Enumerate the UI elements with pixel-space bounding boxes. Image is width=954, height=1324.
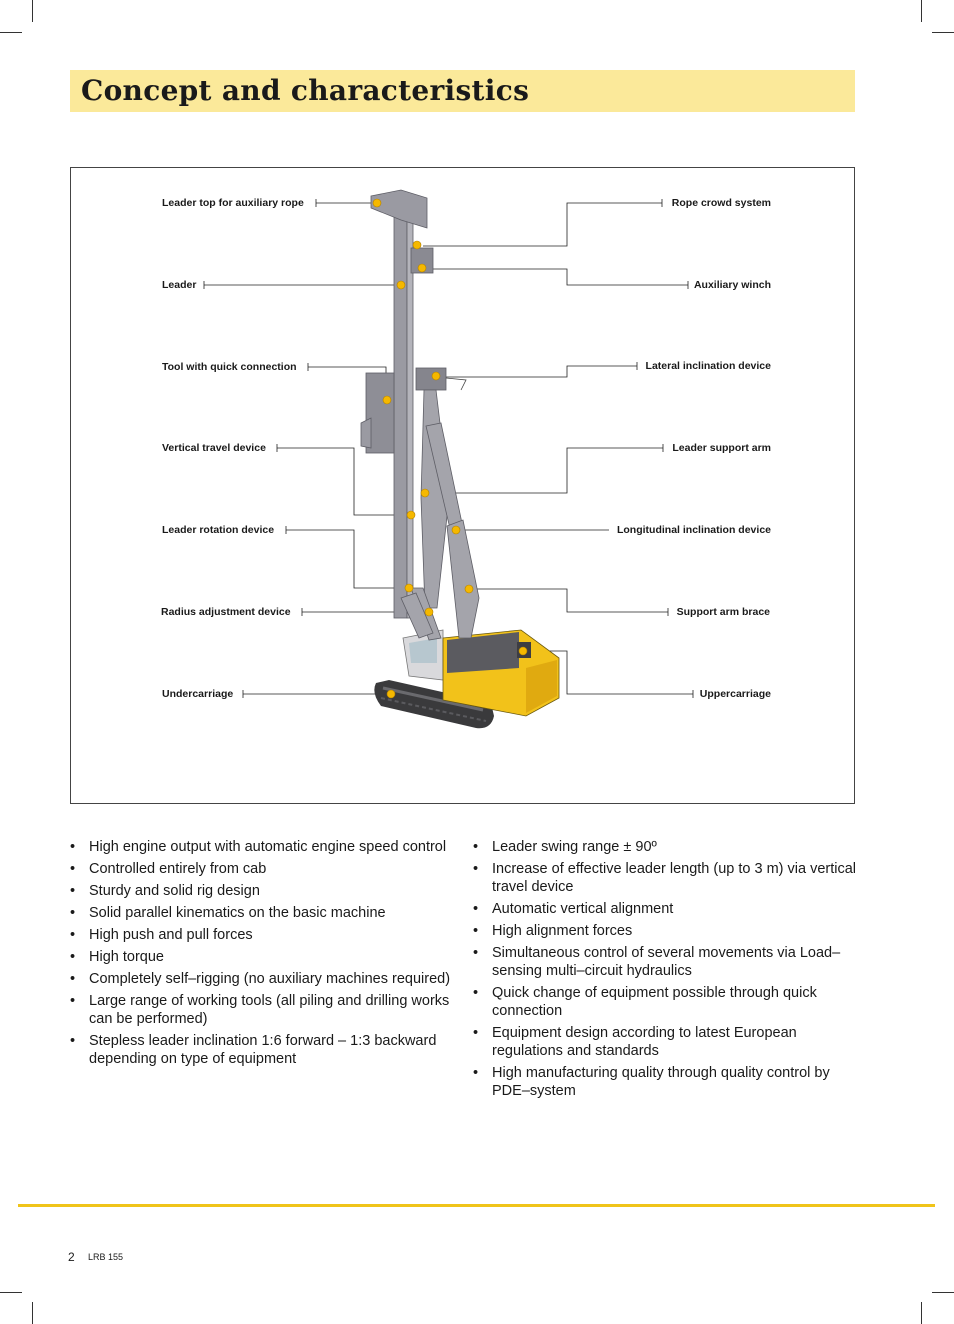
label-rope-crowd-system: Rope crowd system: [671, 197, 771, 209]
label-support-arm-brace: Support arm brace: [676, 606, 770, 618]
label-leader-top: Leader top for auxiliary rope: [162, 197, 304, 209]
title-bar: [70, 70, 855, 112]
label-leader: Leader: [162, 279, 197, 291]
crop-mark: [0, 32, 22, 33]
machine-diagram: [70, 167, 855, 804]
label-radius-adjustment-device: Radius adjustment device: [161, 606, 291, 618]
list-item: • High torque: [70, 948, 455, 966]
label-vertical-travel-device: Vertical travel device: [162, 442, 266, 454]
page-number: 2: [68, 1250, 75, 1264]
list-item: • Simultaneous control of several movements via Load–sensing multi–circuit hydraulics: [473, 944, 858, 980]
list-item: • Solid parallel kinematics on the basic machine: [70, 904, 455, 922]
list-item: • Equipment design according to latest European regulations and standards: [473, 1024, 858, 1060]
list-item: • High engine output with automatic engine speed control: [70, 838, 455, 856]
label-leader-support-arm: Leader support arm: [672, 442, 771, 454]
label-longitudinal-inclination-device: Longitudinal inclination device: [616, 524, 771, 536]
page-title: Concept and characteristics: [81, 74, 530, 107]
list-item: • Increase of effective leader length (up to 3 m) via vertical travel device: [473, 860, 858, 896]
list-item: • High alignment forces: [473, 922, 858, 940]
label-lateral-inclination-device: Lateral inclination device: [645, 360, 771, 372]
crop-mark: [921, 0, 922, 22]
list-item: • Leader swing range ± 90º: [473, 838, 858, 856]
list-item: • Completely self–rigging (no auxiliary machines required): [70, 970, 455, 988]
machine-illustration: [71, 168, 854, 803]
label-leader-rotation-device: Leader rotation device: [162, 524, 275, 536]
document-name: LRB 155: [88, 1252, 124, 1262]
list-item: • Quick change of equipment possible through quick connection: [473, 984, 858, 1020]
list-item: • Controlled entirely from cab: [70, 860, 455, 878]
crop-mark: [0, 1292, 22, 1293]
list-item: • Automatic vertical alignment: [473, 900, 858, 918]
list-item: • Sturdy and solid rig design: [70, 882, 455, 900]
crop-mark: [32, 0, 33, 22]
crop-mark: [932, 1292, 954, 1293]
crop-mark: [932, 32, 954, 33]
crop-mark: [921, 1302, 922, 1324]
list-item: • High manufacturing quality through quality control by PDE–system: [473, 1064, 858, 1100]
label-tool-quick-connection: Tool with quick connection: [162, 361, 297, 373]
features-list-right: [473, 838, 858, 1104]
label-uppercarriage: Uppercarriage: [699, 688, 771, 700]
list-item: • High push and pull forces: [70, 926, 455, 944]
list-item: • Stepless leader inclination 1:6 forward – 1:3 backward depending on type of equipment: [70, 1032, 455, 1068]
list-item: • Large range of working tools (all piling and drilling works can be performed): [70, 992, 455, 1028]
footer-rule: [18, 1204, 935, 1207]
label-undercarriage: Undercarriage: [162, 688, 234, 700]
crop-mark: [32, 1302, 33, 1324]
features-list-left: [70, 838, 455, 1072]
label-auxiliary-winch: Auxiliary winch: [693, 279, 771, 291]
